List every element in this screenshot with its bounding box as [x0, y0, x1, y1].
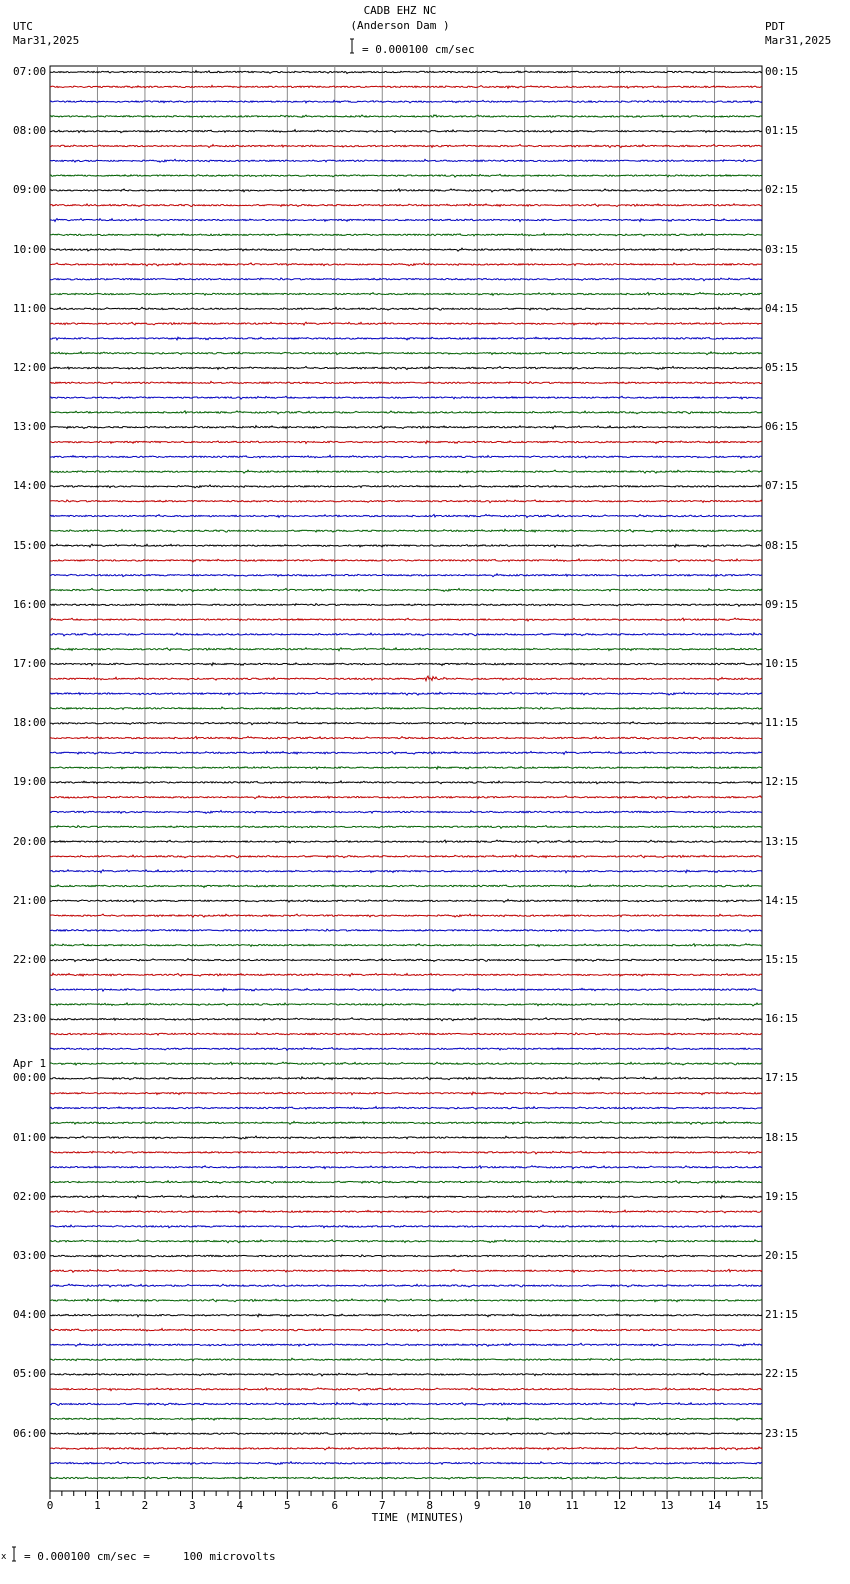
trace-line — [50, 307, 762, 310]
trace-line — [50, 233, 762, 236]
utc-hour-label: 13:00 — [13, 420, 47, 434]
utc-hour-label: 02:00 — [13, 1189, 47, 1203]
pdt-hour-label: 01:15 — [765, 124, 799, 138]
x-tick-label: 7 — [378, 1499, 386, 1512]
trace-line — [50, 589, 762, 592]
trace-line — [50, 426, 762, 429]
pdt-hour-label: 17:15 — [765, 1071, 799, 1085]
trace-line — [50, 544, 762, 547]
trace-line — [50, 618, 762, 621]
pdt-hour-label: 08:15 — [765, 538, 799, 552]
trace-line — [50, 811, 762, 814]
trace-line — [50, 751, 762, 754]
pdt-hour-label: 22:15 — [765, 1367, 799, 1381]
pdt-hour-label: 00:15 — [765, 65, 799, 78]
trace-line — [50, 455, 762, 458]
pdt-hour-label: 06:15 — [765, 420, 799, 434]
trace-line — [50, 722, 762, 725]
trace-line — [50, 1077, 762, 1080]
trace-line — [50, 648, 762, 651]
pdt-hour-label: 09:15 — [765, 597, 799, 611]
trace-line — [50, 1225, 762, 1228]
trace-line — [50, 381, 762, 384]
trace-line — [50, 174, 762, 177]
x-tick-label: 4 — [236, 1499, 244, 1512]
trace-line — [50, 1166, 762, 1169]
utc-hour-label: 08:00 — [13, 124, 47, 138]
footer-scale-bar-icon — [9, 1546, 19, 1562]
trace-line — [50, 263, 762, 266]
trace-line — [50, 1136, 762, 1139]
trace-line — [50, 278, 762, 281]
pdt-hour-label: 11:15 — [765, 716, 799, 730]
trace-line — [50, 1255, 762, 1257]
trace-line — [50, 145, 762, 148]
trace-line — [50, 885, 762, 888]
trace-line — [50, 1373, 762, 1376]
pdt-hour-label: 15:15 — [765, 953, 799, 966]
trace-line — [50, 1388, 762, 1391]
pdt-hour-label: 07:15 — [765, 479, 799, 493]
pdt-hour-label: 12:15 — [765, 775, 799, 789]
trace-line — [50, 1269, 762, 1272]
trace-line — [50, 1432, 762, 1435]
trace-line — [50, 515, 762, 518]
trace-line — [50, 352, 762, 355]
trace-line — [50, 988, 762, 991]
trace-line — [50, 1240, 762, 1243]
trace-line — [50, 559, 762, 562]
utc-hour-label: 18:00 — [13, 716, 47, 730]
trace-line — [50, 796, 762, 799]
x-tick-label: 10 — [518, 1499, 532, 1512]
x-tick-label: 9 — [473, 1499, 481, 1512]
right-timezone: PDT — [765, 20, 785, 33]
trace-line — [50, 322, 762, 325]
utc-hour-label: 23:00 — [13, 1012, 47, 1026]
trace-line — [50, 826, 762, 829]
scale-bar-icon — [350, 39, 354, 53]
pdt-hour-label: 21:15 — [765, 1308, 799, 1322]
trace-line — [50, 1284, 762, 1287]
pdt-hour-label: 20:15 — [765, 1249, 799, 1262]
x-tick-label: 2 — [141, 1499, 149, 1512]
trace-line — [50, 692, 762, 695]
pdt-hour-label: 14:15 — [765, 893, 799, 907]
utc-hour-label: 10:00 — [13, 242, 47, 256]
pdt-hour-label: 10:15 — [765, 657, 799, 670]
x-tick-label: 3 — [189, 1499, 196, 1512]
left-date: Mar31,2025 — [13, 34, 80, 47]
trace-line — [50, 411, 762, 414]
right-date: Mar31,2025 — [765, 34, 832, 47]
trace-line — [50, 959, 762, 962]
trace-line — [50, 293, 762, 296]
utc-hour-label: 20:00 — [13, 834, 47, 848]
pdt-hour-label: 13:15 — [765, 834, 799, 848]
x-tick-label: 0 — [46, 1499, 54, 1512]
trace-line — [50, 766, 762, 769]
utc-hour-label: 11:00 — [13, 301, 47, 315]
trace-line — [50, 914, 762, 917]
utc-hour-label: 04:00 — [13, 1308, 47, 1322]
x-tick-label: 1 — [94, 1499, 101, 1512]
trace-line — [50, 100, 762, 103]
trace-line — [50, 1033, 762, 1036]
trace-line — [50, 500, 762, 503]
utc-hour-label: 01:00 — [13, 1130, 47, 1144]
trace-line — [50, 899, 762, 902]
utc-hour-label: 09:00 — [13, 183, 47, 197]
trace-line — [50, 1299, 762, 1302]
station-title: CADB EHZ NC — [363, 4, 437, 17]
trace-line — [50, 1121, 762, 1124]
trace-line — [50, 85, 762, 88]
trace-line — [50, 1447, 762, 1450]
trace-line — [50, 1047, 762, 1050]
x-tick-label: 13 — [660, 1499, 674, 1512]
trace-line — [50, 485, 762, 488]
trace-line — [50, 707, 762, 710]
x-tick-label: 6 — [331, 1499, 339, 1512]
trace-line — [50, 1107, 762, 1110]
footer-marker: x — [1, 1552, 7, 1562]
trace-line — [50, 130, 762, 133]
utc-hour-label: 07:00 — [13, 65, 47, 78]
trace-line — [50, 1418, 762, 1421]
trace-line — [50, 840, 762, 843]
trace-line — [50, 337, 762, 340]
utc-hour-label: 19:00 — [13, 775, 47, 789]
trace-line — [50, 944, 762, 947]
pdt-hour-label: 19:15 — [765, 1189, 799, 1203]
pdt-hour-label: 18:15 — [765, 1130, 799, 1144]
trace-line — [50, 1092, 762, 1095]
trace-line — [50, 1477, 762, 1480]
x-axis-title: TIME (MINUTES) — [371, 1511, 465, 1524]
trace-line — [50, 781, 762, 784]
trace-line — [50, 1210, 762, 1213]
x-tick-label: 5 — [284, 1499, 291, 1512]
trace-line — [50, 204, 762, 207]
trace-line — [50, 159, 762, 162]
trace-line — [50, 574, 762, 577]
trace-line — [50, 1018, 762, 1021]
utc-hour-label: 15:00 — [13, 538, 47, 552]
x-tick-label: 14 — [707, 1499, 722, 1512]
trace-line — [50, 219, 762, 222]
trace-line — [50, 855, 762, 858]
pdt-hour-label: 16:15 — [765, 1012, 799, 1026]
trace-line — [50, 1343, 762, 1346]
utc-hour-label: 14:00 — [13, 479, 47, 493]
trace-line — [50, 1403, 762, 1406]
trace-line — [50, 633, 762, 636]
trace-line — [50, 470, 762, 473]
trace-line — [50, 71, 762, 74]
trace-line — [50, 1003, 762, 1006]
x-tick-label: 11 — [565, 1499, 579, 1512]
trace-line — [50, 1062, 762, 1065]
trace-line — [50, 1358, 762, 1361]
utc-hour-label: 22:00 — [13, 953, 47, 966]
trace-line — [50, 676, 762, 681]
x-tick-label: 8 — [426, 1499, 434, 1512]
pdt-hour-label: 04:15 — [765, 301, 799, 315]
utc-hour-label: 03:00 — [13, 1249, 47, 1262]
utc-hour-label: 06:00 — [13, 1426, 47, 1440]
x-tick-label: 15 — [755, 1499, 769, 1512]
trace-line — [50, 973, 762, 976]
trace-line — [50, 663, 762, 666]
trace-line — [50, 1181, 762, 1184]
utc-hour-label: 00:00 — [13, 1071, 47, 1085]
trace-line — [50, 604, 762, 607]
footer-scale-label: = 0.000100 cm/sec = 100 microvolts — [24, 1550, 276, 1563]
date-change-label: Apr 1 — [13, 1057, 47, 1071]
scale-label: = 0.000100 cm/sec — [362, 43, 475, 56]
x-tick-label: 12 — [612, 1499, 627, 1512]
trace-line — [50, 1462, 762, 1465]
trace-line — [50, 441, 762, 444]
utc-hour-label: 17:00 — [13, 657, 47, 670]
pdt-hour-label: 23:15 — [765, 1426, 799, 1440]
trace-line — [50, 1314, 762, 1317]
trace-line — [50, 189, 762, 192]
left-timezone: UTC — [13, 20, 33, 33]
trace-line — [50, 115, 762, 118]
trace-line — [50, 870, 762, 873]
pdt-hour-label: 05:15 — [765, 361, 799, 374]
trace-line — [50, 248, 762, 251]
pdt-hour-label: 02:15 — [765, 183, 799, 197]
utc-hour-label: 12:00 — [13, 361, 47, 374]
pdt-hour-label: 03:15 — [765, 242, 799, 256]
trace-line — [50, 929, 762, 932]
trace-line — [50, 1329, 762, 1332]
trace-line — [50, 1195, 762, 1198]
trace-line — [50, 529, 762, 532]
utc-hour-label: 16:00 — [13, 597, 47, 611]
utc-hour-label: 21:00 — [13, 893, 47, 907]
station-location: (Anderson Dam ) — [350, 19, 450, 32]
trace-line — [50, 1151, 762, 1154]
utc-hour-label: 05:00 — [13, 1367, 47, 1381]
trace-line — [50, 367, 762, 370]
trace-line — [50, 737, 762, 740]
trace-line — [50, 396, 762, 399]
